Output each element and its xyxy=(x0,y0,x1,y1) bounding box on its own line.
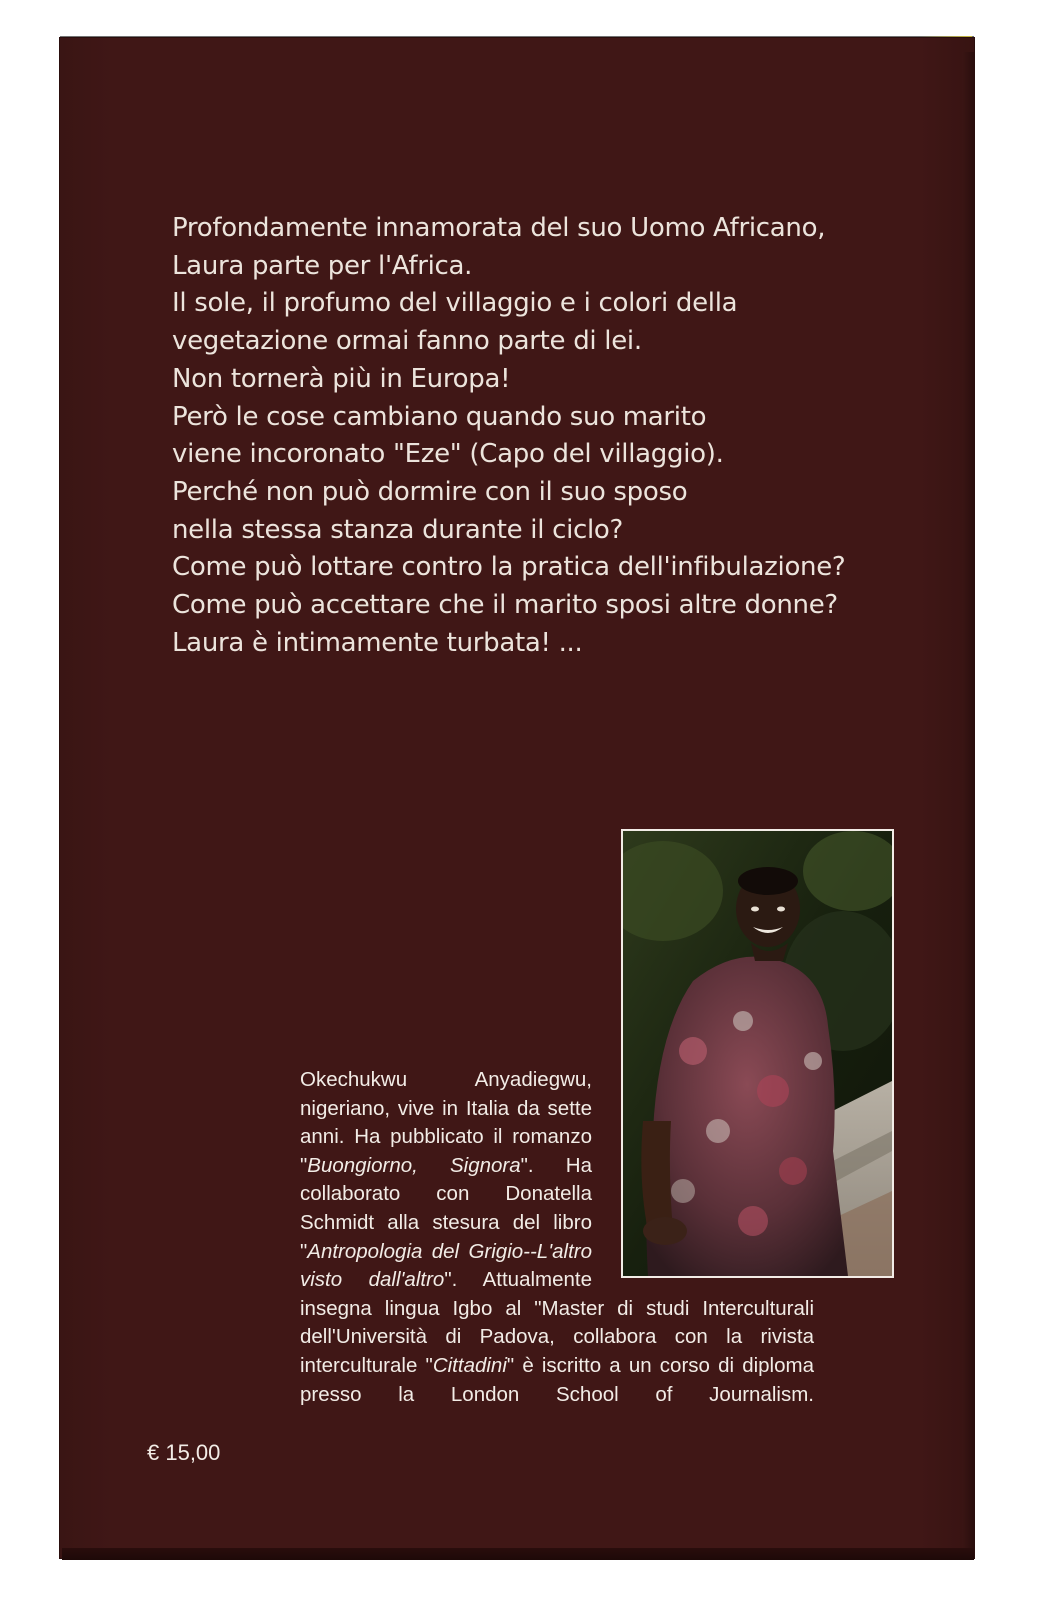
bio-line xyxy=(300,1266,592,1295)
blurb-line: Perché non può dormire con il suo sposo xyxy=(172,476,688,507)
bio-text: interculturale " xyxy=(300,1353,433,1377)
book-title-antropologia: Antropologia del Grigio--L'altro xyxy=(307,1239,592,1263)
bio-text: " è iscritto a un corso di diploma xyxy=(506,1353,814,1377)
book-title-antropologia-cont: visto dall'altro xyxy=(300,1268,445,1292)
blurb-line: Non tornerà più in Europa! xyxy=(172,363,511,394)
blurb-text xyxy=(172,210,846,662)
bio-line: presso la London School of Journalism. xyxy=(300,1382,814,1406)
blurb-line: Laura parte per l'Africa. xyxy=(172,250,473,281)
blurb-line: nella stessa stanza durante il ciclo? xyxy=(172,514,624,545)
blurb-line: Profondamente innamorata del suo Uomo Africano, xyxy=(172,213,826,243)
bio-line: Okechukwu Anyadiegwu, xyxy=(300,1068,592,1091)
bio-line: insegna lingua Igbo al "Master di studi Interculturali xyxy=(300,1296,814,1320)
bio-line: anni. Ha pubblicato il romanzo xyxy=(300,1125,592,1149)
bio-line: nigeriano, vive in Italia da sette xyxy=(300,1096,592,1120)
bio-line xyxy=(300,1352,814,1381)
blurb-line: viene incoronato "Eze" (Capo del villaggio). xyxy=(172,439,724,470)
price-label: € 15,00 xyxy=(147,1440,221,1465)
quote-mark: " xyxy=(300,1239,308,1263)
blurb-line: Come può lottare contro la pratica dell'infibulazione? xyxy=(172,552,846,583)
blurb-line: Laura è intimamente turbata! ... xyxy=(172,627,583,658)
bio-line: Schmidt alla stesura del libro xyxy=(300,1210,592,1234)
blurb-line: Come può accettare che il marito sposi altre donne? xyxy=(172,590,838,621)
book-title-buongiorno: Buongiorno, Signora xyxy=(307,1153,521,1177)
book-right-edge xyxy=(962,52,974,1552)
bio-line xyxy=(300,1152,592,1181)
bio-line: dell'Università di Padova, collabora con la rivista xyxy=(300,1325,814,1349)
author-bio xyxy=(300,1066,814,1409)
bio-line: collaborato con Donatella xyxy=(300,1182,592,1206)
magazine-title-cittadini: Cittadini xyxy=(432,1353,507,1377)
book-bottom-edge xyxy=(62,1548,974,1560)
blurb-line: vegetazione ormai fanno parte di lei. xyxy=(172,326,642,357)
blurb-line: Però le cose cambiano quando suo marito xyxy=(172,401,707,432)
bio-text: ". Ha xyxy=(520,1153,592,1177)
bio-line xyxy=(300,1238,592,1267)
blurb-line: Il sole, il profumo del villaggio e i colori della xyxy=(172,288,738,319)
quote-mark: " xyxy=(300,1153,308,1177)
bio-text: ". Attualmente xyxy=(444,1268,592,1292)
